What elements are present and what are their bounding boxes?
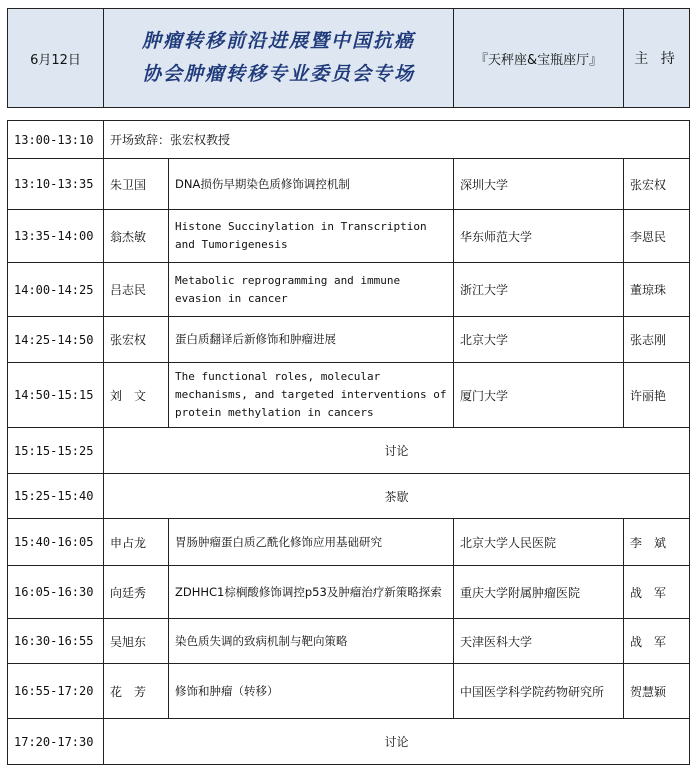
- row-chair: 战 军: [624, 619, 690, 664]
- schedule-table: [7, 8, 690, 765]
- table-row: [8, 428, 690, 474]
- table-row: [8, 121, 690, 159]
- row-content: 讨论: [104, 428, 690, 474]
- row-time: 14:25-14:50: [8, 317, 104, 363]
- row-institution: 中国医学科学院药物研究所: [454, 664, 624, 719]
- row-content: 茶歇: [104, 474, 690, 519]
- row-speaker: 吴旭东: [104, 619, 169, 664]
- table-row: [8, 566, 690, 619]
- row-institution: 重庆大学附属肿瘤医院: [454, 566, 624, 619]
- session-date: 6月12日: [8, 9, 104, 108]
- row-institution: 华东师范大学: [454, 210, 624, 263]
- row-speaker: 吕志民: [104, 263, 169, 317]
- row-speaker: 刘 文: [104, 363, 169, 428]
- row-chair: 战 军: [624, 566, 690, 619]
- row-speaker: 申占龙: [104, 519, 169, 566]
- session-title: [104, 9, 454, 108]
- row-time: 13:35-14:00: [8, 210, 104, 263]
- row-topic: Histone Succinylation in Transcription and Tumorigenesis: [169, 210, 454, 263]
- row-time: 15:15-15:25: [8, 428, 104, 474]
- row-time: 16:05-16:30: [8, 566, 104, 619]
- session-title-line-1: 肿瘤转移前沿进展暨中国抗癌: [142, 30, 416, 52]
- table-row: [8, 210, 690, 263]
- row-time: 17:20-17:30: [8, 719, 104, 765]
- schedule-document: [7, 8, 689, 765]
- row-institution: 北京大学人民医院: [454, 519, 624, 566]
- row-speaker: 朱卫国: [104, 159, 169, 210]
- row-topic: DNA损伤早期染色质修饰调控机制: [169, 159, 454, 210]
- row-institution: 深圳大学: [454, 159, 624, 210]
- row-speaker: 花 芳: [104, 664, 169, 719]
- table-row: [8, 719, 690, 765]
- spacer-row: [8, 108, 690, 121]
- row-institution: 厦门大学: [454, 363, 624, 428]
- row-time: 14:00-14:25: [8, 263, 104, 317]
- table-row: [8, 317, 690, 363]
- row-chair: 张宏权: [624, 159, 690, 210]
- host-label: 主 持: [624, 9, 690, 108]
- row-topic: 蛋白质翻译后新修饰和肿瘤进展: [169, 317, 454, 363]
- row-time: 15:40-16:05: [8, 519, 104, 566]
- table-row: [8, 474, 690, 519]
- row-speaker: 翁杰敏: [104, 210, 169, 263]
- table-row: [8, 619, 690, 664]
- row-time: 13:00-13:10: [8, 121, 104, 159]
- row-topic: Metabolic reprogramming and immune evasion in cancer: [169, 263, 454, 317]
- row-topic: 染色质失调的致病机制与靶向策略: [169, 619, 454, 664]
- table-row: [8, 363, 690, 428]
- row-institution: 天津医科大学: [454, 619, 624, 664]
- row-content: 讨论: [104, 719, 690, 765]
- row-time: 14:50-15:15: [8, 363, 104, 428]
- session-venue: 『天秤座&宝瓶座厅』: [454, 9, 624, 108]
- table-row: [8, 519, 690, 566]
- row-chair: 董琼珠: [624, 263, 690, 317]
- row-topic: 胃肠肿瘤蛋白质乙酰化修饰应用基础研究: [169, 519, 454, 566]
- row-content: 开场致辞：张宏权教授: [104, 121, 690, 159]
- row-time: 15:25-15:40: [8, 474, 104, 519]
- row-chair: 李 斌: [624, 519, 690, 566]
- row-topic: ZDHHC1棕榈酸修饰调控p53及肿瘤治疗新策略探索: [169, 566, 454, 619]
- row-topic: 修饰和肿瘤（转移）: [169, 664, 454, 719]
- table-row: [8, 664, 690, 719]
- row-institution: 浙江大学: [454, 263, 624, 317]
- row-topic: The functional roles, molecular mechanisms, and targeted interventions of protein methylation in cancers: [169, 363, 454, 428]
- row-time: 16:55-17:20: [8, 664, 104, 719]
- row-institution: 北京大学: [454, 317, 624, 363]
- row-chair: 李恩民: [624, 210, 690, 263]
- table-row: [8, 263, 690, 317]
- row-speaker: 向廷秀: [104, 566, 169, 619]
- row-time: 16:30-16:55: [8, 619, 104, 664]
- row-chair: 张志刚: [624, 317, 690, 363]
- table-row: [8, 159, 690, 210]
- session-title-line-2: 协会肿瘤转移专业委员会专场: [142, 63, 416, 85]
- row-speaker: 张宏权: [104, 317, 169, 363]
- row-chair: 贺慧颖: [624, 664, 690, 719]
- row-chair: 许丽艳: [624, 363, 690, 428]
- row-time: 13:10-13:35: [8, 159, 104, 210]
- header-row: [8, 9, 690, 108]
